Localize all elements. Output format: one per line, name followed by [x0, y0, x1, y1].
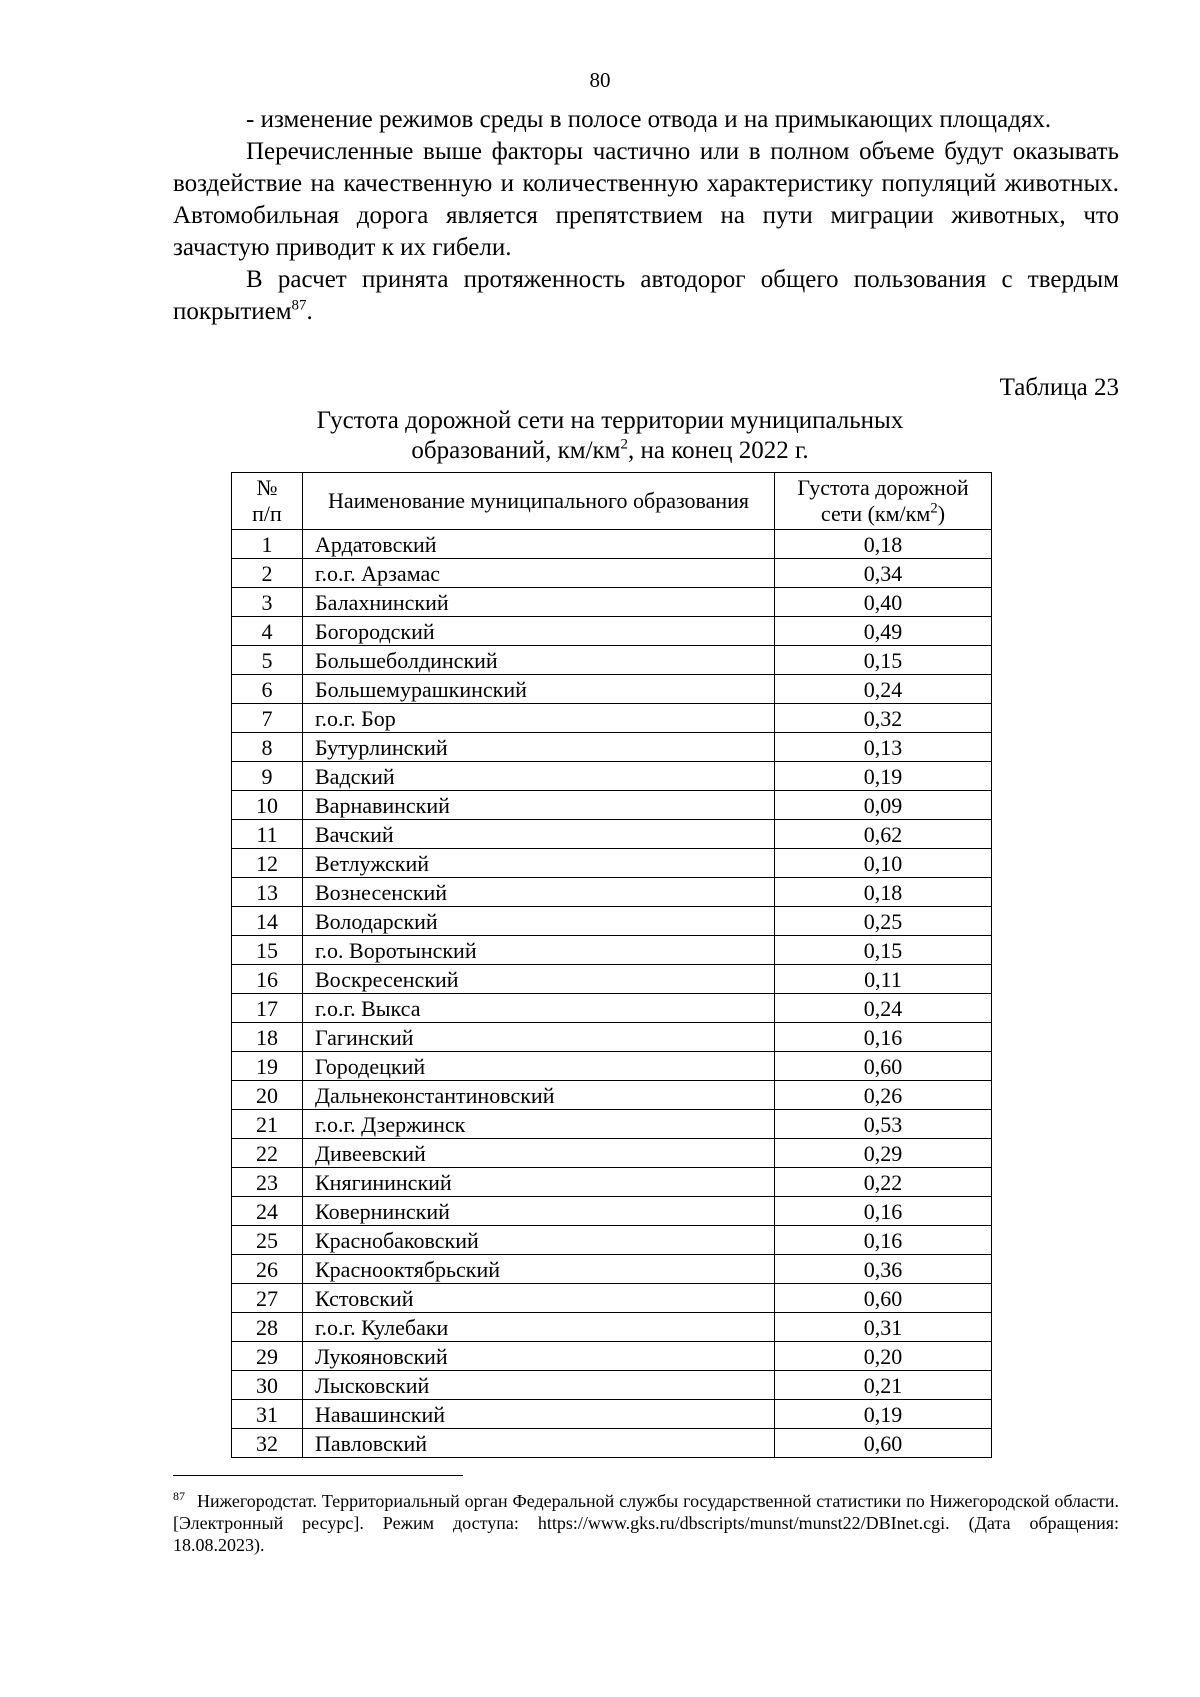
row-value-cell: 0,60: [775, 1429, 992, 1458]
row-value-cell: 0,13: [775, 733, 992, 762]
row-number-cell: 26: [232, 1255, 303, 1284]
row-number-cell: 22: [232, 1139, 303, 1168]
row-name-cell: Городецкий: [303, 1052, 775, 1081]
row-name-cell: г.о. Воротынский: [303, 936, 775, 965]
row-value-cell: 0,25: [775, 907, 992, 936]
paragraph-calculation: [173, 264, 1119, 328]
footnote-reference[interactable]: 87: [291, 297, 307, 314]
paragraph-factors: Перечисленные выше факторы частично или в полном объеме будут оказывать воздействие на качественную и количественную характеристику популяций животных. Автомобильная дорога является препятствием на пути миграции животных, что зачастую приводит к их гибели.: [173, 138, 1119, 261]
row-value-cell: 0,19: [775, 1400, 992, 1429]
table-title: [230, 406, 990, 466]
table-row: [232, 849, 992, 878]
row-name-cell: г.о.г. Бор: [303, 704, 775, 733]
table-title-line2-text: образований, км/км: [411, 437, 621, 464]
row-name-cell: г.о.г. Кулебаки: [303, 1313, 775, 1342]
table-row: [232, 1255, 992, 1284]
table-row: [232, 646, 992, 675]
row-value-cell: 0,32: [775, 704, 992, 733]
row-name-cell: Балахнинский: [303, 588, 775, 617]
row-value-cell: 0,11: [775, 965, 992, 994]
page-number: 80: [589, 68, 611, 92]
table-row: [232, 1371, 992, 1400]
row-number-cell: 27: [232, 1284, 303, 1313]
row-name-cell: Богородский: [303, 617, 775, 646]
row-name-cell: Большемурашкинский: [303, 675, 775, 704]
row-value-cell: 0,60: [775, 1052, 992, 1081]
table-row: [232, 1081, 992, 1110]
table-row: [232, 907, 992, 936]
row-name-cell: Гагинский: [303, 1023, 775, 1052]
row-name-cell: Бутурлинский: [303, 733, 775, 762]
paragraph-calculation-end: .: [306, 298, 313, 325]
table-row: [232, 1052, 992, 1081]
row-name-cell: Ковернинский: [303, 1197, 775, 1226]
row-value-cell: 0,29: [775, 1139, 992, 1168]
row-number-cell: 14: [232, 907, 303, 936]
row-value-cell: 0,16: [775, 1197, 992, 1226]
row-number-cell: 32: [232, 1429, 303, 1458]
road-density-table: [231, 472, 992, 1458]
row-name-cell: Княгининский: [303, 1168, 775, 1197]
row-number-cell: 10: [232, 791, 303, 820]
row-number-cell: 15: [232, 936, 303, 965]
row-name-cell: Краснооктябрьский: [303, 1255, 775, 1284]
table-row: [232, 1284, 992, 1313]
row-name-cell: Лысковский: [303, 1371, 775, 1400]
table-row: [232, 762, 992, 791]
row-number-cell: 31: [232, 1400, 303, 1429]
row-number-cell: 23: [232, 1168, 303, 1197]
row-value-cell: 0,21: [775, 1371, 992, 1400]
table-row: [232, 617, 992, 646]
row-value-cell: 0,62: [775, 820, 992, 849]
row-value-cell: 0,49: [775, 617, 992, 646]
row-name-cell: Варнавинский: [303, 791, 775, 820]
row-number-cell: 9: [232, 762, 303, 791]
table-row: [232, 1342, 992, 1371]
row-name-cell: г.о.г. Выкса: [303, 994, 775, 1023]
row-number-cell: 6: [232, 675, 303, 704]
table-row: [232, 588, 992, 617]
row-name-cell: Володарский: [303, 907, 775, 936]
row-value-cell: 0,24: [775, 994, 992, 1023]
table-row: [232, 791, 992, 820]
row-value-cell: 0,09: [775, 791, 992, 820]
row-name-cell: Краснобаковский: [303, 1226, 775, 1255]
row-name-cell: Навашинский: [303, 1400, 775, 1429]
row-value-cell: 0,24: [775, 675, 992, 704]
row-value-cell: 0,31: [775, 1313, 992, 1342]
row-value-cell: 0,16: [775, 1023, 992, 1052]
row-number-cell: 19: [232, 1052, 303, 1081]
table-row: [232, 1226, 992, 1255]
row-value-cell: 0,10: [775, 849, 992, 878]
row-value-cell: 0,20: [775, 1342, 992, 1371]
row-name-cell: г.о.г. Дзержинск: [303, 1110, 775, 1139]
row-name-cell: Дивеевский: [303, 1139, 775, 1168]
header-value-text: Густота дорожной сети (км/км: [797, 475, 969, 526]
row-number-cell: 3: [232, 588, 303, 617]
row-number-cell: 4: [232, 617, 303, 646]
row-number-cell: 20: [232, 1081, 303, 1110]
row-value-cell: 0,15: [775, 936, 992, 965]
table-row: [232, 878, 992, 907]
table-row: [232, 1139, 992, 1168]
header-value: [775, 473, 992, 530]
row-value-cell: 0,60: [775, 1284, 992, 1313]
table-title-line1: Густота дорожной сети на территории муниципальных: [316, 407, 904, 434]
header-name: Наименование муниципального образования: [303, 473, 775, 530]
table-title-line2-end: , на конец 2022 г.: [628, 437, 809, 464]
row-value-cell: 0,40: [775, 588, 992, 617]
row-number-cell: 17: [232, 994, 303, 1023]
footnote-separator: [173, 1475, 463, 1476]
table-row: [232, 936, 992, 965]
table-row: [232, 559, 992, 588]
row-value-cell: 0,22: [775, 1168, 992, 1197]
body-text: [173, 104, 1119, 328]
row-number-cell: 29: [232, 1342, 303, 1371]
row-name-cell: Дальнеконстантиновский: [303, 1081, 775, 1110]
row-name-cell: Кстовский: [303, 1284, 775, 1313]
table-row: [232, 994, 992, 1023]
row-value-cell: 0,16: [775, 1226, 992, 1255]
footnote-text: Нижегородстат. Территориальный орган Федеральной службы государственной статистики по Нижегородской области. [Электронный ресурс]. Режим доступа: https://www.gks.ru/dbscripts/munst/munst22/DBInet.cgi. (Дата обращения: 18.08.2023).: [173, 1491, 1119, 1555]
row-value-cell: 0,53: [775, 1110, 992, 1139]
row-number-cell: 16: [232, 965, 303, 994]
row-number-cell: 8: [232, 733, 303, 762]
table-row: [232, 1429, 992, 1458]
table-row: [232, 965, 992, 994]
table-row: [232, 820, 992, 849]
table-row: [232, 1197, 992, 1226]
table-row: [232, 704, 992, 733]
row-number-cell: 13: [232, 878, 303, 907]
table-row: [232, 733, 992, 762]
table-row: [232, 1023, 992, 1052]
row-value-cell: 0,36: [775, 1255, 992, 1284]
row-number-cell: 28: [232, 1313, 303, 1342]
table-row: [232, 1400, 992, 1429]
footnote: [173, 1490, 1119, 1556]
row-name-cell: Лукояновский: [303, 1342, 775, 1371]
header-number-line1: №: [256, 475, 278, 500]
table-label: Таблица 23: [999, 374, 1119, 401]
row-number-cell: 30: [232, 1371, 303, 1400]
header-value-superscript: 2: [930, 500, 938, 517]
header-number-line2: п/п: [252, 501, 282, 526]
row-number-cell: 24: [232, 1197, 303, 1226]
row-value-cell: 0,26: [775, 1081, 992, 1110]
row-number-cell: 2: [232, 559, 303, 588]
table-row: [232, 1110, 992, 1139]
table-title-superscript: 2: [620, 436, 628, 453]
row-name-cell: Большеболдинский: [303, 646, 775, 675]
row-name-cell: Ардатовский: [303, 530, 775, 559]
table-row: [232, 1313, 992, 1342]
table-header-row: [232, 473, 992, 530]
row-name-cell: Вознесенский: [303, 878, 775, 907]
row-name-cell: Ветлужский: [303, 849, 775, 878]
row-number-cell: 18: [232, 1023, 303, 1052]
row-number-cell: 12: [232, 849, 303, 878]
row-number-cell: 21: [232, 1110, 303, 1139]
row-number-cell: 25: [232, 1226, 303, 1255]
header-number: [232, 473, 303, 530]
row-number-cell: 5: [232, 646, 303, 675]
table-body: [232, 530, 992, 1458]
row-name-cell: Вачский: [303, 820, 775, 849]
row-number-cell: 1: [232, 530, 303, 559]
row-number-cell: 11: [232, 820, 303, 849]
table-title-line2: [230, 436, 990, 466]
bullet-line: - изменение режимов среды в полосе отвода и на примыкающих площадях.: [246, 106, 1052, 133]
row-name-cell: г.о.г. Арзамас: [303, 559, 775, 588]
table-row: [232, 675, 992, 704]
row-value-cell: 0,34: [775, 559, 992, 588]
table-row: [232, 1168, 992, 1197]
table-row: [232, 530, 992, 559]
row-name-cell: Павловский: [303, 1429, 775, 1458]
row-value-cell: 0,15: [775, 646, 992, 675]
row-name-cell: Вадский: [303, 762, 775, 791]
footnote-mark: 87: [173, 1489, 185, 1503]
header-value-end: ): [937, 501, 946, 526]
row-name-cell: Воскресенский: [303, 965, 775, 994]
row-value-cell: 0,18: [775, 878, 992, 907]
paragraph-calculation-text: В расчет принята протяженность автодорог общего пользования с твердым покрытием: [173, 266, 1119, 325]
row-value-cell: 0,18: [775, 530, 992, 559]
row-number-cell: 7: [232, 704, 303, 733]
row-value-cell: 0,19: [775, 762, 992, 791]
